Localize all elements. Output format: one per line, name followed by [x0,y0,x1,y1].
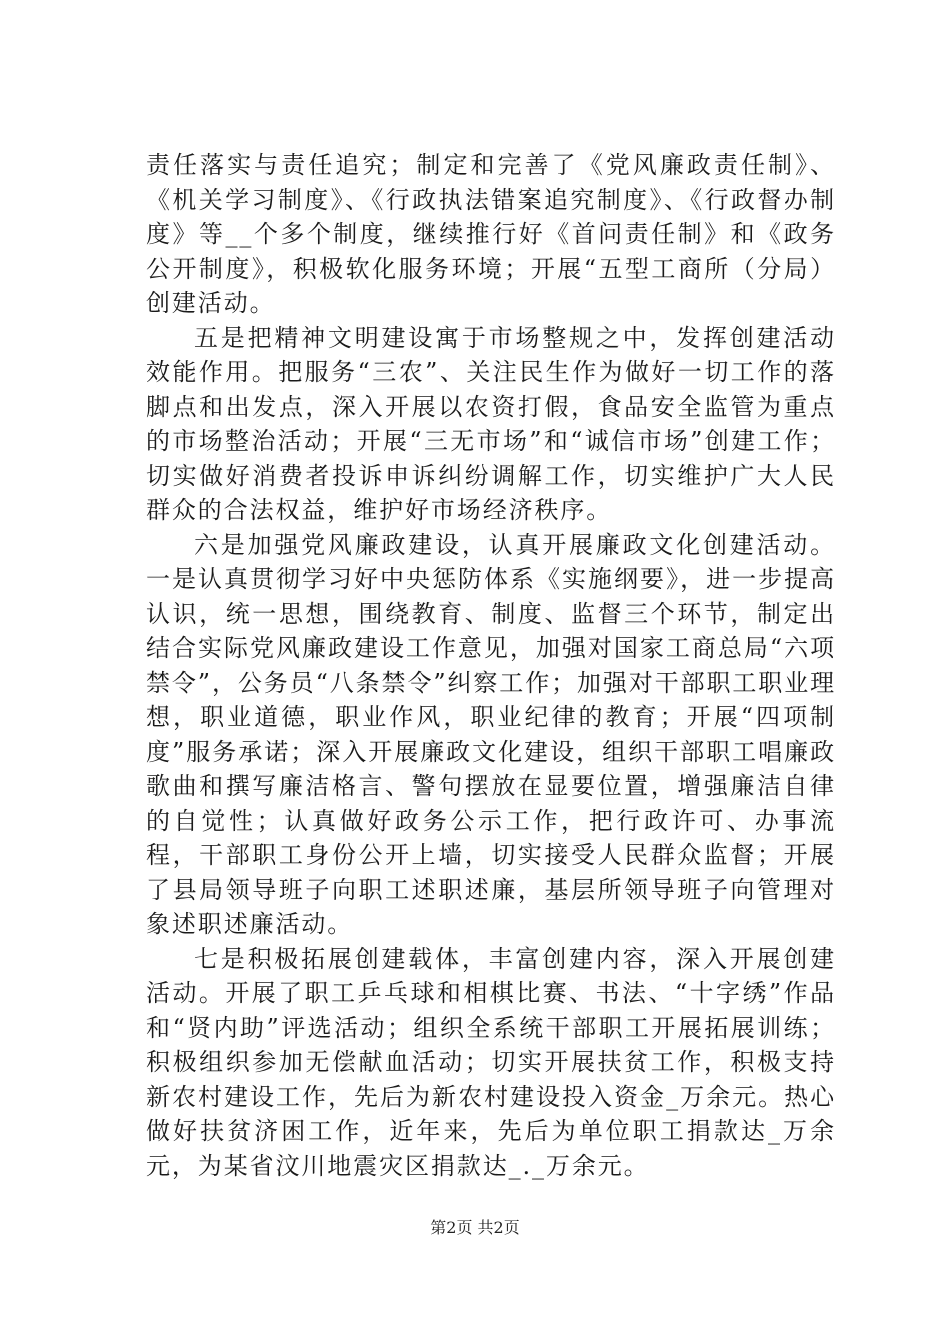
page-number-footer: 第2页 共2页 [430,1218,520,1237]
paragraph-continuation: 责任落实与责任追究；制定和完善了《党风廉政责任制》、《机关学习制度》、《行政执法错案追究制度》、《行政督办制度》等__个多个制度，继续推行好《首问责任制》和《政务公开制度》，积极软化服务环境；开展“五型工商所（分局）创建活动。 [146,151,836,317]
paragraph-item-six: 六是加强党风廉政建设，认真开展廉政文化创建活动。一是认真贯彻学习好中央惩防体系《实施纲要》，进一步提高认识，统一思想，围绕教育、制度、监督三个环节，制定出结合实际党风廉政建设工作意见，加强对国家工商总局“六项禁令”，公务员“八条禁令”纠察工作；加强对干部职工职业理想，职业道德，职业作风，职业纪律的教育；开展“四项制度”服务承诺；深入开展廉政文化建设，组织干部职工唱廉政歌曲和撰写廉洁格言、警句摆放在显要位置，增强廉洁自律的自觉性；认真做好政务公示工作，把行政许可、办事流程，干部职工身份公开上墙，切实接受人民群众监督；开展了县局领导班子向职工述职述廉，基层所领导班子向管理对象述职述廉活动。 [146,530,837,938]
paragraph-item-seven: 七是积极拓展创建载体，丰富创建内容，深入开展创建活动。开展了职工乒乓球和相棋比赛、书法、“十字绣”作品和“贤内助”评选活动；组织全系统干部职工开展拓展训练；积极组织参加无偿献血活动；切实开展扶贫工作，积极支持新农村建设工作，先后为新农村建设投入资金_万余元。热心做好扶贫济困工作，近年来，先后为单位职工捐款达_万余元，为某省汶川地震灾区捐款达_._万余元。 [146,944,836,1180]
paragraph-item-five: 五是把精神文明建设寓于市场整规之中，发挥创建活动效能作用。把服务“三农”、关注民生作为做好一切工作的落脚点和出发点，深入开展以农资打假，食品安全监管为重点的市场整治活动；开展“三无市场”和“诚信市场”创建工作；切实做好消费者投诉申诉纠纷调解工作，切实维护广大人民群众的合法权益，维护好市场经济秩序。 [146,323,836,524]
document-body [146,148,836,1183]
